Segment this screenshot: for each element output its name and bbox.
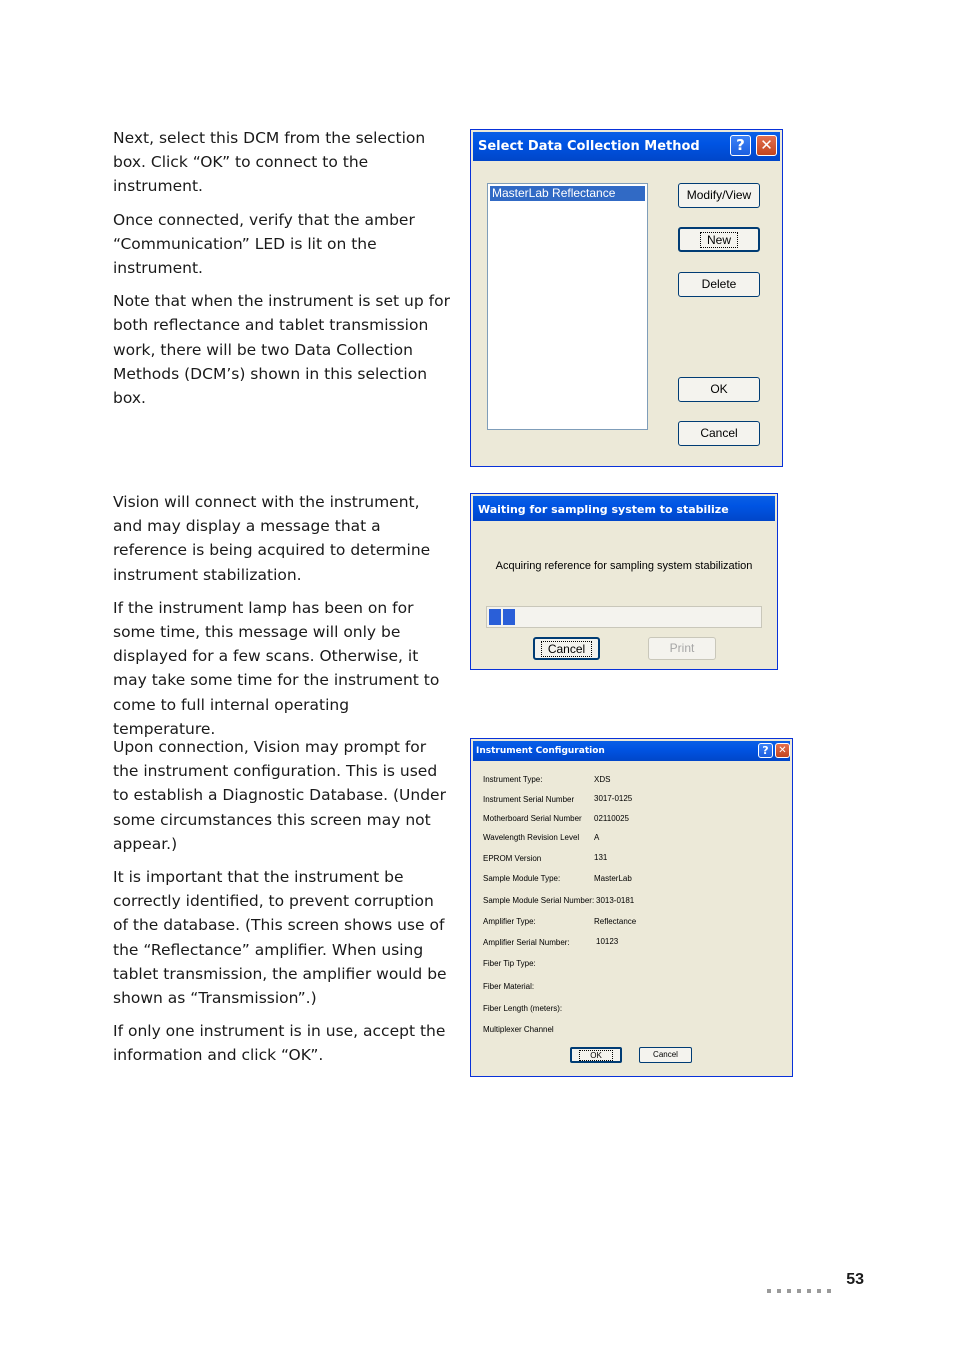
print-button: Print xyxy=(648,637,716,660)
list-item[interactable]: MasterLab Reflectance xyxy=(490,186,645,201)
cancel-button[interactable]: Cancel xyxy=(678,421,760,446)
paragraph: Note that when the instrument is set up for both reflectance and tablet transmission work, there will be two Data Collection Methods (DCM’s) shown in this selection box. xyxy=(113,292,450,408)
field-value: 3013-0181 xyxy=(596,896,635,905)
section-1-text xyxy=(113,126,453,419)
field-label: Instrument Type: xyxy=(483,775,543,784)
close-icon[interactable]: ✕ xyxy=(775,743,790,758)
dialog-title: Select Data Collection Method xyxy=(478,139,700,154)
field-value: XDS xyxy=(594,775,611,784)
page-marker-dots xyxy=(767,1278,837,1297)
field-value: Reflectance xyxy=(594,917,637,926)
field-label: Fiber Tip Type: xyxy=(483,959,536,968)
cancel-button[interactable]: Cancel xyxy=(533,637,600,660)
instrument-config-dialog xyxy=(470,738,793,1077)
paragraph: Once connected, verify that the amber “Communication” LED is lit on the instrument. xyxy=(113,210,415,278)
dialog-title: Waiting for sampling system to stabilize xyxy=(478,503,729,516)
field-label: Sample Module Serial Number: xyxy=(483,896,595,905)
field-label: Amplifier Type: xyxy=(483,917,536,926)
dcm-listbox[interactable] xyxy=(487,183,648,430)
help-icon[interactable]: ? xyxy=(758,743,773,758)
paragraph: If only one instrument is in use, accept the information and click “OK”. xyxy=(113,1022,446,1065)
modify-view-button[interactable]: Modify/View xyxy=(678,183,760,208)
field-label: Instrument Serial Number xyxy=(483,795,575,804)
ok-button[interactable]: OK xyxy=(678,377,760,402)
progress-bar xyxy=(486,606,762,628)
paragraph: Vision will connect with the instrument, and may display a message that a reference is being acquired to determine instrument stabilization. xyxy=(113,493,431,584)
field-label: Fiber Material: xyxy=(483,982,535,991)
field-value: 10123 xyxy=(596,937,619,946)
field-value: 131 xyxy=(594,853,608,862)
close-icon[interactable]: ✕ xyxy=(756,135,777,156)
delete-button[interactable]: Delete xyxy=(678,272,760,297)
progress-fill xyxy=(489,609,516,625)
field-label: Multiplexer Channel xyxy=(483,1025,554,1034)
section-2-text xyxy=(113,490,453,750)
page-number: 53 xyxy=(846,1271,864,1288)
ok-button[interactable]: OK xyxy=(570,1047,622,1063)
field-label: Amplifier Serial Number: xyxy=(483,938,570,947)
cancel-button[interactable]: Cancel xyxy=(639,1047,692,1063)
field-label: Motherboard Serial Number xyxy=(483,814,582,823)
field-value: MasterLab xyxy=(594,874,632,883)
paragraph: Next, select this DCM from the selection box. Click “OK” to connect to the instrument. xyxy=(113,129,426,196)
paragraph: It is important that the instrument be correctly identified, to prevent corruption of the database. (This screen shows use of the “Reflectance” amplifier. When using tablet transmission, the amplifier would be shown as “Transmission”.) xyxy=(113,868,447,1008)
paragraph: If the instrument lamp has been on for some time, this message will only be displayed for a few scans. Otherwise, it may take some time for the instrument to come to full internal operating temperature. xyxy=(113,598,440,738)
dialog-title: Instrument Configuration xyxy=(476,746,605,756)
field-label: EPROM Version xyxy=(483,854,542,863)
field-label: Sample Module Type: xyxy=(483,874,561,883)
select-dcm-dialog xyxy=(470,129,783,467)
field-value: 3017-0125 xyxy=(594,794,633,803)
dialog-titlebar xyxy=(473,741,790,761)
field-value: 02110025 xyxy=(594,814,629,823)
new-button[interactable]: New xyxy=(678,227,760,252)
status-message: Acquiring reference for sampling system stabilization xyxy=(495,560,753,572)
dialog-titlebar xyxy=(473,132,780,161)
paragraph: Upon connection, Vision may prompt for the instrument configuration. This is used to establish a Diagnostic Database. (Under some circumstances this screen may not appear.) xyxy=(113,738,446,853)
dialog-titlebar xyxy=(473,496,775,521)
help-icon[interactable]: ? xyxy=(730,135,751,156)
field-label: Fiber Length (meters): xyxy=(483,1004,563,1013)
stabilize-dialog xyxy=(470,493,778,670)
field-value: A xyxy=(594,833,600,842)
field-label: Wavelength Revision Level xyxy=(483,833,580,842)
section-3-text xyxy=(113,735,453,1077)
